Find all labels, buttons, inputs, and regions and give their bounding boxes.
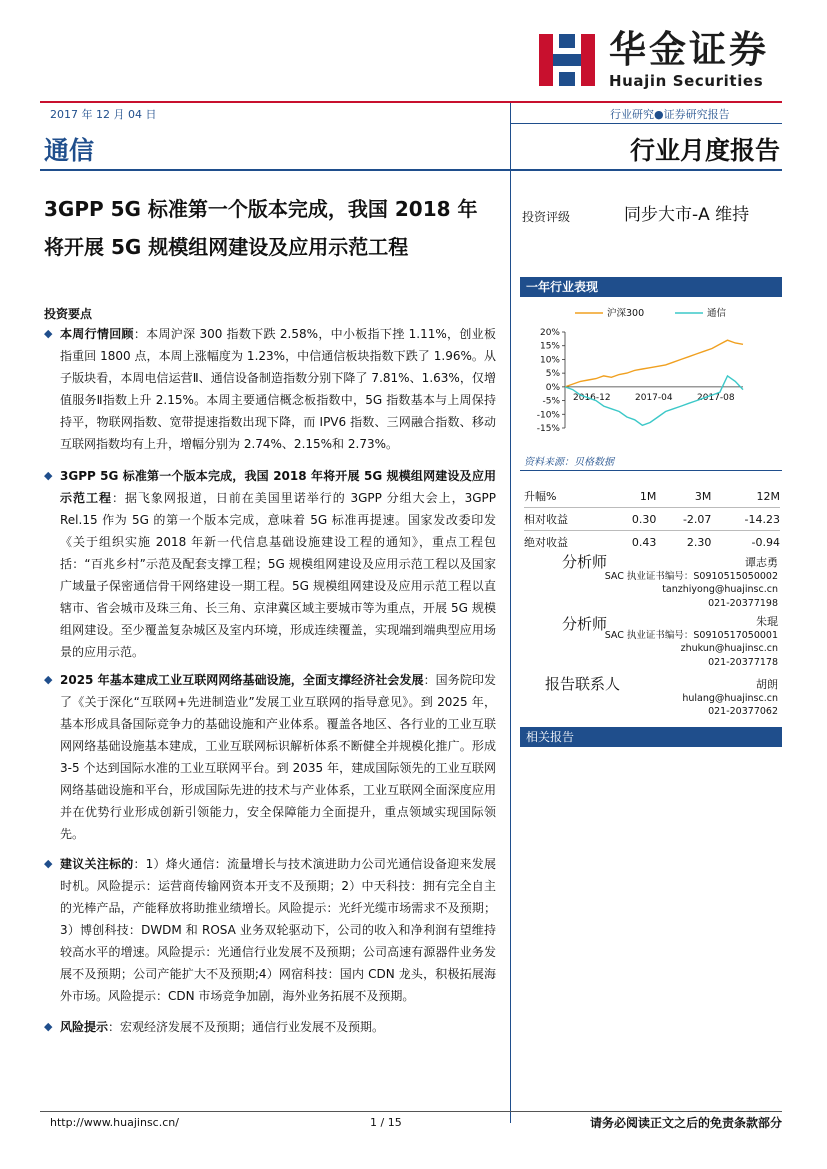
page-number: 1 / 15 [370, 1116, 402, 1129]
related-reports-title: 相关报告 [526, 730, 575, 744]
contact-phone: 021-20377062 [708, 706, 778, 717]
key-point-heading: 2025 年基本建成工业互联网网络基础设施，全面支撑经济社会发展 [60, 673, 424, 687]
y-tick-label: -5% [542, 396, 560, 407]
analyst-cert: SAC 执业证书编号：S0910515050002 [604, 570, 778, 582]
contact-role: 报告联系人 [545, 675, 621, 693]
key-point-item [44, 323, 496, 455]
contact-info [560, 678, 778, 719]
key-point-body: ：据飞象网报道，日前在美国里诺举行的 3GPP 分组大会上，3GPP Rel.15 作为 5G 的第一个版本完成，意味着 5G 标准再提速。国家发改委印发《关于组织实施 2018 年新一代信息基础设施建设工程的通知》，重点工程包括：“百兆乡村”示范及配套支撑工程；5G 规模组网建设及应用示范工程以及国家广域量子保密通信骨干网络建设一期工程。5G 规模组网建设及应用示范工程以直辖市、省会城市及珠三角、长三角、京津冀区域主要城市等为重点，开展 5G 规模组网建设。至少覆盖复杂城区及室内环境，形成连续覆盖，实现端到端典型应用场景的应用示范。 [60, 491, 496, 659]
related-reports-bar [520, 727, 782, 747]
legend-label: 通信 [707, 308, 727, 319]
rating-label: 投资评级 [522, 210, 571, 224]
y-tick-label: 15% [539, 341, 560, 352]
y-tick-label: 0% [545, 382, 560, 393]
column-divider [510, 103, 511, 1123]
table-cell: 2.30 [686, 535, 712, 549]
footer-rule [40, 1111, 782, 1112]
footer-disclaimer: 请务必阅读正文之后的免责条款部分 [589, 1116, 782, 1130]
table-header-cell: 升幅% [524, 485, 609, 508]
headline-line-2: 将开展 5G 规模组网建设及应用示范工程 [44, 235, 409, 259]
diamond-bullet-icon: ◆ [44, 857, 53, 870]
contact-email[interactable]: hulang@huajinsc.cn [682, 692, 778, 704]
logo-name-cn: 华金证券 [609, 28, 769, 71]
performance-chart [515, 300, 782, 448]
y-axis-ticks [537, 328, 565, 434]
table-header-row [524, 485, 780, 508]
analyst-role: 分析师 [562, 553, 608, 571]
y-tick-label: 5% [545, 369, 560, 380]
logo-name-en: Huajin Securities [609, 72, 764, 90]
performance-section-bar [520, 277, 782, 297]
diamond-bullet-icon: ◆ [44, 327, 53, 340]
diamond-bullet-icon: ◆ [44, 673, 53, 686]
key-point-heading: 本周行情回顾 [60, 327, 134, 341]
analyst-email[interactable]: tanzhiyong@huajinsc.cn [662, 584, 778, 595]
performance-table [524, 485, 780, 553]
table-header-cell: 12M [711, 485, 780, 508]
analyst-phone: 021-20377178 [708, 656, 778, 668]
table-cell: 相对收益 [524, 508, 609, 531]
analyst-info [560, 556, 778, 610]
header-blue-rule [40, 169, 782, 171]
y-tick-label: 10% [539, 355, 560, 366]
key-point-heading: 风险提示 [60, 1020, 109, 1034]
table-cell: 0.30 [609, 508, 656, 531]
report-category: 行业研究●证券研究报告 [610, 108, 730, 121]
x-tick-label: 2016-12 [573, 392, 611, 403]
table-cell: -0.94 [751, 535, 780, 549]
contact-name: 胡朗 [756, 678, 778, 691]
huajin-logo-icon [535, 28, 599, 92]
x-tick-label: 2017-04 [635, 392, 673, 403]
y-tick-label: 20% [539, 328, 560, 338]
key-point-item [44, 669, 496, 845]
key-point-body: ：宏观经济发展不及预期；通信行业发展不及预期。 [108, 1020, 385, 1034]
chart-source: 资料来源：贝格数据 [524, 457, 614, 468]
key-point-item [44, 853, 496, 1007]
headline-line-1: 3GPP 5G 标准第一个版本完成，我国 2018 年 [44, 197, 478, 221]
analyst-phone: 021-20377198 [708, 597, 778, 609]
header-red-rule [40, 101, 782, 103]
x-tick-label: 2017-08 [697, 392, 735, 403]
report-date: 2017 年 12 月 04 日 [50, 108, 157, 121]
diamond-bullet-icon: ◆ [44, 469, 53, 482]
diamond-bullet-icon: ◆ [44, 1020, 53, 1033]
report-type: 行业月度报告 [629, 136, 780, 165]
table-header-cell: 3M [656, 485, 711, 508]
key-point-heading: 3GPP 5G 标准第一个版本完成，我国 2018 年将开展 5G 规模组网建设及应用示范工程 [60, 469, 496, 505]
table-cell: -14.23 [711, 508, 780, 531]
y-tick-label: -15% [536, 424, 560, 434]
analyst-email[interactable]: zhukun@huajinsc.cn [680, 643, 778, 654]
key-point-body: ：本周沪深 300 指数下跌 2.58%，中小板指下挫 1.11%，创业板指重回 1800 点，本周上涨幅度为 1.23%，中信通信板块指数下跌了 1.96%。从子版块看，本周电信运营Ⅱ、通信设备制造指数分别下降了 7.81%、1.63%，仅增值服务Ⅱ指数上升 2.15%。本周主要通信概念板指数中，5G 指数基本与上周保持持平，物联网指数、宽带提速指数出现下降，而 IPV6 指数、三网融合指数、移动互联网指数均有上升，增幅分别为 2.74%、2.15%和 2.73%。 [60, 327, 496, 451]
table-cell: 0.43 [631, 535, 657, 549]
table-cell: 绝对收益 [524, 536, 568, 549]
table-header-cell: 1M [609, 485, 656, 508]
key-point-body: ：国务院印发了《关于深化“互联网+先进制造业”发展工业互联网的指导意见》。到 2025 年，基本形成具备国际竞争力的基础设施和产业体系。覆盖各地区、各行业的工业互联网网络基础设施基本建成，工业互联网标识解析体系不断健全并规模化推广。形成 3-5 个达到国际水准的工业互联网平台。到 2035 年，建成国际领先的工业互联网网络基础设施和平台，形成国际先进的技术与产业体系，工业互联网全面深度应用并在优势行业形成创新引领能力，安全保障能力全面提升，重点领域实现国际领先。 [60, 673, 496, 841]
key-point-heading: 建议关注标的 [60, 857, 134, 871]
company-logo [535, 28, 785, 92]
analyst-info [560, 615, 778, 669]
key-point-item [44, 465, 496, 663]
rating-value: 同步大市-A 维持 [624, 205, 750, 225]
footer-url[interactable]: http://www.huajinsc.cn/ [50, 1116, 179, 1129]
key-point-body: ：1）烽火通信：流量增长与技术演进助力公司光通信设备迎来发展时机。风险提示：运营商传输网资本开支不及预期；2）中天科技：拥有完全自主的光棒产品，产能释放将助推业绩增长。风险提示：光纤光缆市场需求不及预期；3）博创科技：DWDM 和 ROSA 业务双轮驱动下，公司的收入和净利润有望维持较高水平的增速。风险提示：光通信行业发展不及预期；公司高速有源器件业务发展不及预期；公司产能扩大不及预期;4）网宿科技：国内 CDN 龙头，积极拓展海外市场。风险提示：CDN 市场竞争加剧，海外业务拓展不及预期。 [60, 857, 496, 1003]
performance-title: 一年行业表现 [526, 280, 599, 294]
table-cell: -2.07 [656, 508, 711, 531]
key-points-title: 投资要点 [44, 307, 93, 321]
analyst-cert: SAC 执业证书编号：S0910517050001 [604, 629, 778, 641]
chart-legend [575, 307, 727, 319]
key-point-item [44, 1016, 496, 1038]
category-underline [510, 123, 782, 124]
table-row [524, 531, 780, 554]
analyst-name: 朱琨 [756, 615, 778, 628]
report-headline [44, 190, 504, 266]
legend-label: 沪深300 [607, 308, 645, 319]
chart-series [565, 340, 743, 425]
source-rule [520, 470, 782, 471]
analyst-role: 分析师 [562, 615, 608, 633]
analyst-name: 谭志勇 [745, 556, 778, 569]
table-row [524, 508, 780, 531]
sector-title: 通信 [44, 136, 95, 165]
y-tick-label: -10% [536, 410, 560, 421]
series-line [565, 340, 743, 387]
